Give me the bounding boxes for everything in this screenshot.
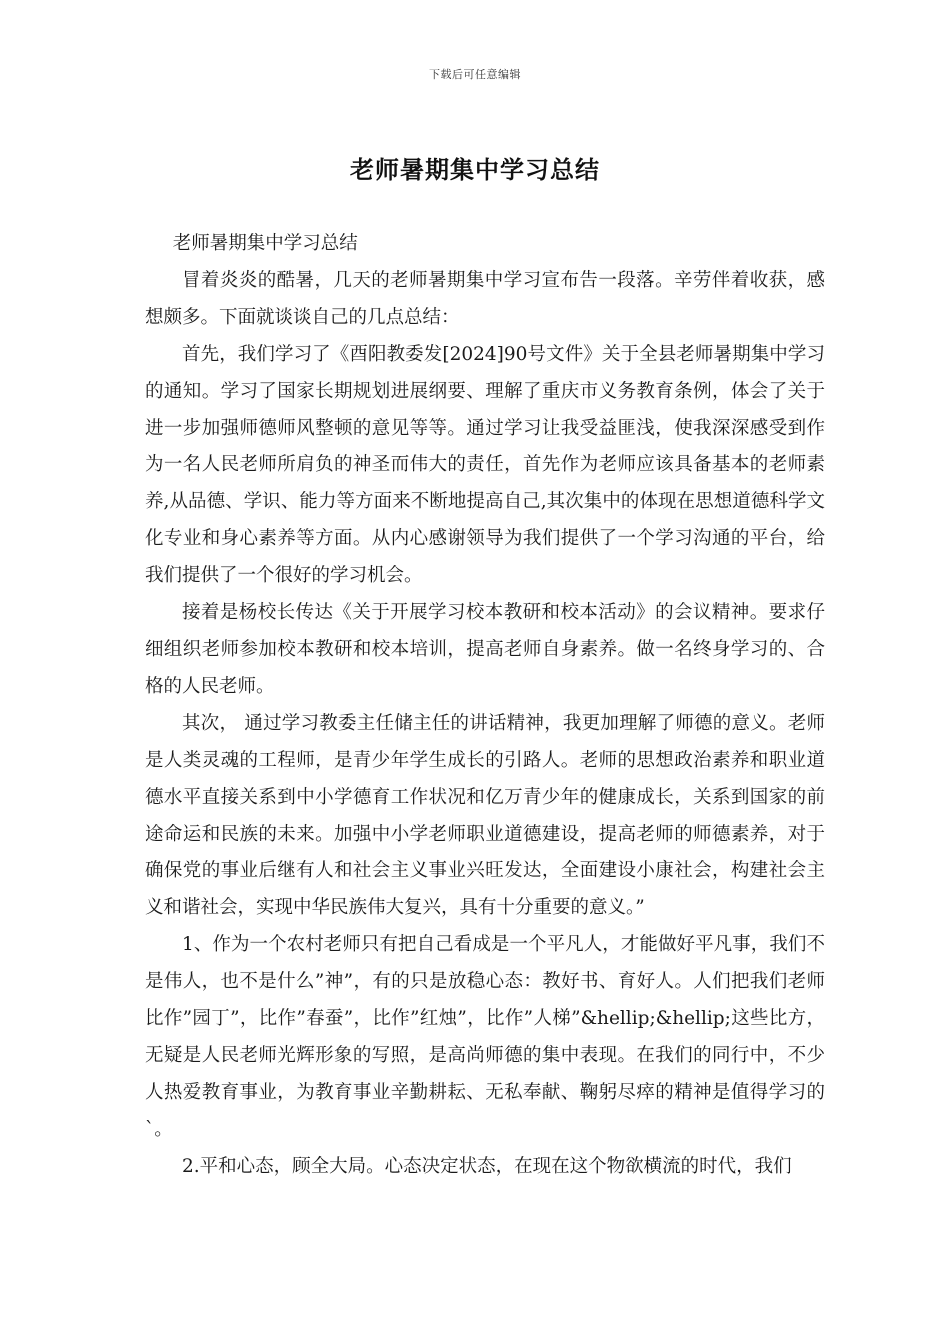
document-title: 老师暑期集中学习总结 bbox=[350, 156, 600, 184]
paragraph-first: 首先，我们学习了《酉阳教委发[2024]90号文件》关于全县老师暑期集中学习的通知。学习了国家长期规划进展纲要、理解了重庆市义务教育条例，体会了关于进一步加强师德师风整顿的意见等等。通过学习让我受益匪浅，使我深深感受到作为一名人民老师所肩负的神圣而伟大的责任，首先作为老师应该具备基本的老师素养,从品德、学识、能力等方面来不断地提高自己,其次集中的体现在思想道德科学文化专业和身心素养等方面。从内心感谢领导为我们提供了一个学习沟通的平台，给我们提供了一个很好的学习机会。 bbox=[145, 343, 825, 587]
paragraph-subtitle: 老师暑期集中学习总结 bbox=[172, 233, 358, 254]
paragraph-point-2: 2.平和心态，顾全大局。心态决定状态，在现在这个物欲横流的时代，我们 bbox=[182, 1155, 792, 1177]
paragraph-next: 接着是杨校长传达《关于开展学习校本教研和校本活动》的会议精神。要求仔细组织老师参加校本教研和校本培训，提高老师自身素养。做一名终身学习的、合格的人民老师。 bbox=[145, 602, 825, 697]
paragraph-intro: 冒着炎炎的酷暑，几天的老师暑期集中学习宣布告一段落。辛劳伴着收获，感想颇多。下面就谈谈自己的几点总结： bbox=[145, 269, 825, 328]
document-body bbox=[145, 226, 825, 1186]
header-note: 下载后可任意编辑 bbox=[429, 68, 521, 81]
paragraph-point-1: 1、作为一个农村老师只有把自己看成是一个平凡人，才能做好平凡事，我们不是伟人，也不是什么”神”，有的只是放稳心态：教好书、育好人。人们把我们老师比作”园丁”，比作”春蚕”，比作”红烛”，比作”人梯”&hellip;&hellip;这些比方，无疑是人民老师光辉形象的写照，是高尚师德的集中表现。在我们的同行中，不少人热爱教育事业，为教育事业辛勤耕耘、无私奉献、鞠躬尽瘁的精神是值得学习的`。 bbox=[145, 934, 825, 1140]
paragraph-second: 其次， 通过学习教委主任储主任的讲话精神，我更加理解了师德的意义。老师是人类灵魂的工程师，是青少年学生成长的引路人。老师的思想政治素养和职业道德水平直接关系到中小学德育工作状况和亿万青少年的健康成长，关系到国家的前途命运和民族的未来。加强中小学老师职业道德建设，提高老师的师德素养，对于确保党的事业后继有人和社会主义事业兴旺发达，全面建设小康社会，构建社会主义和谐社会，实现中华民族伟大复兴，具有十分重要的意义。” bbox=[145, 712, 825, 919]
